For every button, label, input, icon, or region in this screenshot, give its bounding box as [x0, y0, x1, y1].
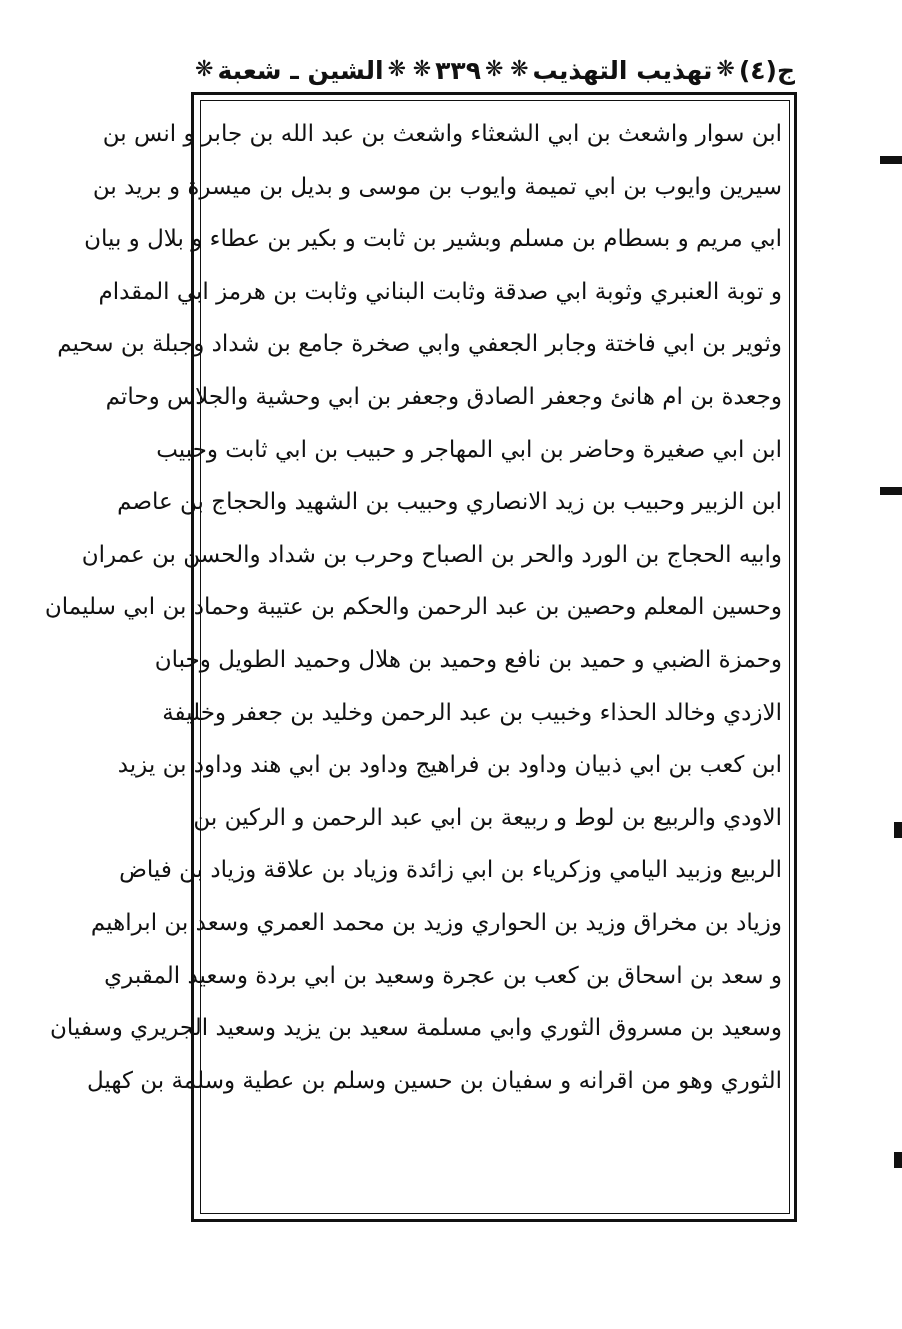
text-line: و توبة العنبري وثوبة ابي صدقة وثابت البناني وثابت بن هرمز ابي المقدام — [98, 278, 782, 305]
ornament-icon: ❋ — [195, 57, 214, 82]
margin-mark — [894, 1152, 902, 1168]
main-text-block — [44, 108, 782, 1107]
text-line: الازدي وخالد الحذاء وخبيب بن عبد الرحمن وخليد بن جعفر وخليفة — [162, 699, 782, 726]
text-line: الربيع وزبيد اليامي وزكرياء بن ابي زائدة وزياد بن علاقة وزياد بن فياض — [119, 857, 782, 884]
text-line: ابن ابي صغيرة وحاضر بن ابي المهاجر و حبيب بن ابي ثابت وحبيب — [156, 436, 782, 463]
ornament-icon: ❋ — [412, 57, 432, 82]
margin-mark — [880, 156, 902, 164]
text-line: وسعيد بن مسروق الثوري وابي مسلمة سعيد بن يزيد وسعيد الجريري وسفيان — [49, 1015, 782, 1042]
margin-mark — [880, 487, 902, 495]
text-line: وزياد بن مخراق وزيد بن الحواري وزيد بن محمد العمري وسعد بن ابراهيم — [90, 909, 782, 936]
text-line: ابن كعب بن ابي ذبيان وداود بن فراهيج وداود بن ابي هند وداود بن يزيد — [117, 752, 782, 779]
ornament-icon: ❋ — [484, 57, 504, 82]
text-line: وحمزة الضبي و حميد بن نافع وحميد بن هلال وحميد الطويل وحبان — [154, 646, 782, 673]
volume-label: ج(٤) — [738, 55, 795, 85]
ornament-icon: ❋ — [510, 57, 529, 82]
text-line: وحسين المعلم وحصين بن عبد الرحمن والحكم بن عتيبة وحماد بن ابي سليمان — [44, 594, 782, 621]
book-title: تهذيب التهذيب — [532, 55, 713, 85]
header-left-group — [195, 56, 406, 85]
margin-mark — [894, 822, 902, 838]
text-line: الثوري وهو من اقرانه و سفيان بن حسين وسلم بن عطية وسلمة بن كهيل — [87, 1067, 782, 1094]
header-center-group — [413, 56, 504, 85]
text-line: وابيه الحجاج بن الورد والحر بن الصباح وحرب بن شداد والحسن بن عمران — [81, 541, 782, 568]
page-number: ٣٣٩ — [435, 55, 481, 85]
text-line: وجعدة بن ام هانئ وجعفر الصادق وجعفر بن ابي وحشية والجلاس وحاتم — [105, 383, 782, 410]
section-title: الشين ـ شعبة — [217, 55, 384, 85]
header-right-group — [510, 56, 795, 85]
ornament-icon: ❋ — [716, 57, 735, 82]
ornament-icon: ❋ — [387, 57, 407, 82]
text-line: ابي مريم و بسطام بن مسلم وبشير بن ثابت و بكير بن عطاء و بلال و بيان — [84, 226, 782, 253]
text-line: سيرين وايوب بن ابي تميمة وايوب بن موسى و بديل بن ميسرة و بريد بن — [92, 173, 782, 200]
text-line: ابن الزبير وحبيب بن زيد الانصاري وحبيب بن الشهيد والحجاج بن عاصم — [117, 489, 782, 516]
text-line: و سعد بن اسحاق بن كعب بن عجرة وسعيد بن ابي بردة وسعيد المقبري — [104, 962, 782, 989]
text-line: وثوير بن ابي فاختة وجابر الجعفي وابي صخرة جامع بن شداد وجبلة بن سحيم — [57, 331, 782, 358]
text-line: الاودي والربيع بن لوط و ربيعة بن ابي عبد الرحمن و الركين بن — [193, 804, 782, 831]
text-line: ابن سوار واشعث بن ابي الشعثاء واشعث بن عبد الله بن جابر و انس بن — [102, 121, 782, 147]
page-header — [195, 48, 795, 92]
